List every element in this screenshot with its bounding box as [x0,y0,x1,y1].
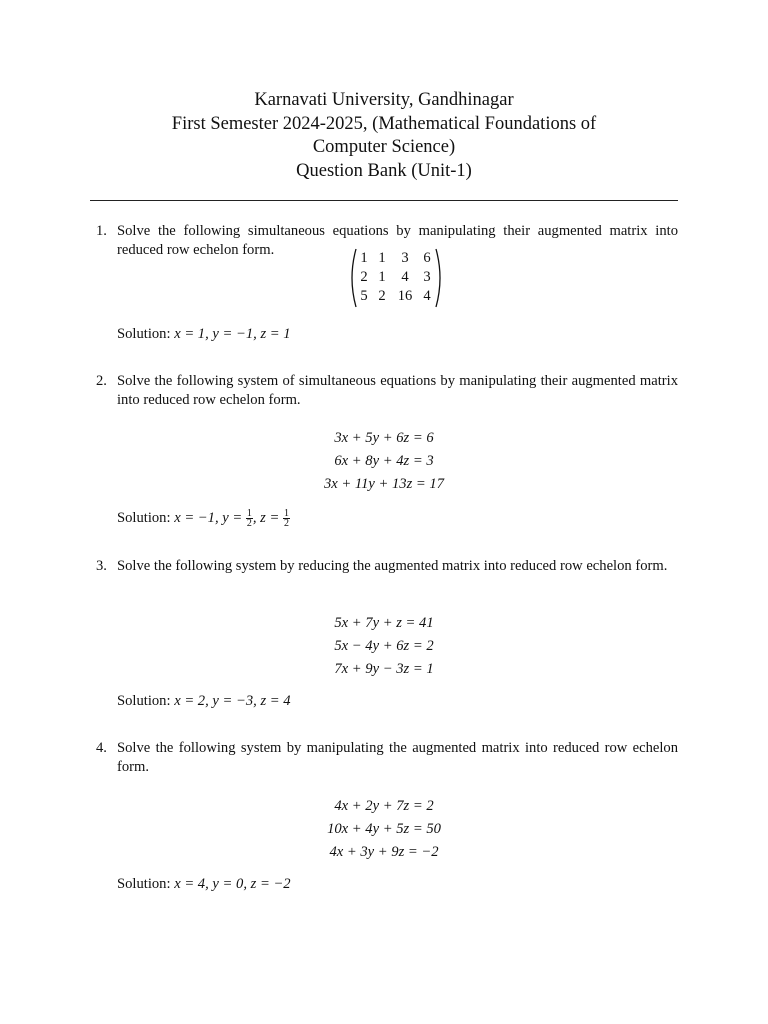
equation-system [90,427,678,496]
matrix-cell: 6 [423,250,431,266]
solution [117,325,291,344]
equation: 5x + 7y + z = 41 [334,615,434,631]
equation-system [90,612,678,681]
equation: 4x + 2y + 7z = 2 [334,798,434,814]
equation: 10x + 4y + 5z = 50 [327,821,441,837]
question-bank-title: Question Bank (Unit-1) [296,160,472,181]
matrix-table [356,249,436,306]
question-number: 2. [96,373,107,389]
question-number: 1. [96,223,107,239]
equation: 5x − 4y + 6z = 2 [334,638,434,654]
matrix-cell: 2 [378,288,386,304]
question-text: Solve the following system by manipulating the augmented matrix into reduced row echelon form. [117,740,678,775]
question-text: Solve the following system of simultaneous equations by manipulating their augmented matrix into reduced row echelon form. [117,373,678,408]
matrix-row [356,287,436,306]
fraction-denominator: 2 [246,518,252,530]
semester-course-title: First Semester 2024-2025, (Mathematical Foundations of [171,113,597,134]
fraction [246,509,253,528]
equation: 3x + 11y + 13z = 17 [323,476,445,492]
fraction-numerator: 1 [284,508,289,520]
equation: 7x + 9y − 3z = 1 [334,661,434,677]
solution-label: Solution: [117,326,171,342]
solution-values: x = 2, y = −3, z = 4 [174,693,291,709]
matrix-cell: 16 [397,288,413,304]
matrix-cell: 3 [423,269,431,285]
matrix-cell: 4 [401,269,409,285]
question-3 [90,557,678,717]
header-divider [90,200,678,201]
equation: 3x + 5y + 6z = 6 [334,430,434,446]
solution [117,509,290,528]
matrix-cell: 3 [401,250,409,266]
augmented-matrix [348,248,444,306]
question-number: 4. [96,740,107,756]
fraction-denominator: 2 [284,518,289,530]
course-title-continued: Computer Science) [312,137,456,157]
matrix-cell: 5 [360,288,368,304]
matrix-cell: 4 [423,288,431,304]
matrix-cell: 2 [360,269,368,285]
fraction [283,509,290,528]
equation-system [90,795,678,864]
question-text: Solve the following system by reducing the augmented matrix into reduced row echelon form. [117,558,668,574]
matrix-cell: 1 [360,250,368,266]
solution [117,875,291,894]
matrix-cell: 1 [378,250,386,266]
equation: 4x + 3y + 9z = −2 [329,844,439,860]
solution-label: Solution: [117,693,171,709]
question-4 [90,739,678,899]
question-text: Solve the following simultaneous equations by manipulating their augmented matrix into reduced row echelon form. [117,223,678,258]
question-2 [90,372,678,542]
fraction-numerator: 1 [246,508,252,520]
question-number: 3. [96,558,107,574]
matrix-row [356,249,436,268]
solution-values: , z = [252,510,283,526]
matrix-cell: 1 [378,269,386,285]
solution-values: x = 4, y = 0, z = −2 [174,876,291,892]
solution-label: Solution: [117,510,171,526]
university-title: Karnavati University, Gandhinagar [254,90,514,110]
solution-label: Solution: [117,876,171,892]
question-1 [90,222,678,352]
solution-values: x = −1, y = [174,510,246,526]
solution [117,692,291,711]
matrix-row [356,268,436,287]
solution-values: x = 1, y = −1, z = 1 [174,326,291,342]
equation: 6x + 8y + 4z = 3 [334,453,434,469]
document-header [90,89,678,183]
